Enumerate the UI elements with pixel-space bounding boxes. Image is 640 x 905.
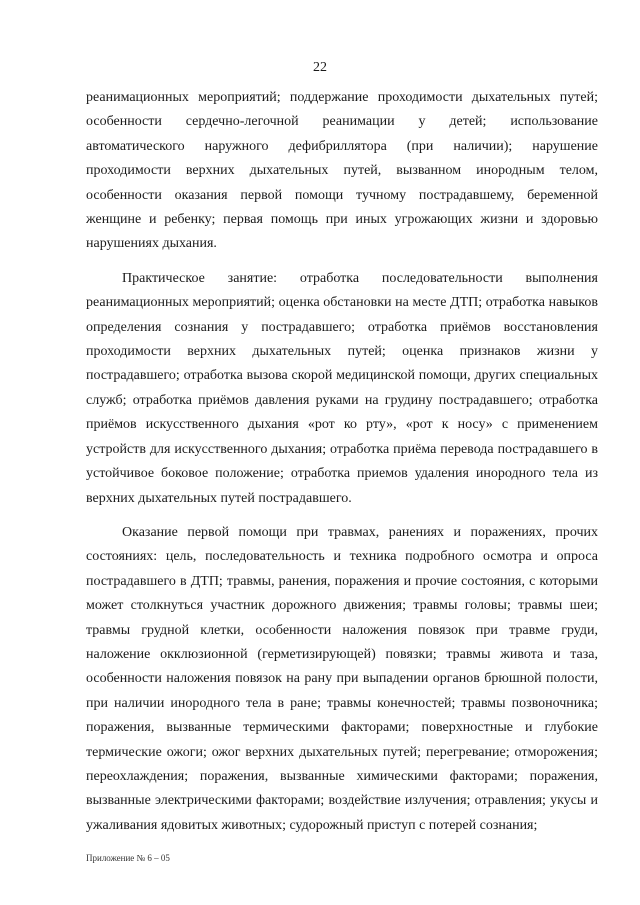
document-body bbox=[86, 86, 598, 838]
page-number: 22 bbox=[313, 60, 327, 75]
paragraph-practical-session: Практическое занятие: отработка последовательности выполнения реанимационных мероприятий; оценка обстановки на месте ДТП; отработка навыков определения сознания у пострадавшего; отработка приёмов восстановления проходимости верхних дыхательных путей; оценка признаков жизни у пострадавшего; отработка вызова скорой медицинской помощи, других специальных служб; отработка приёмов давления руками на грудину пострадавшего; отработка приёмов искусственного дыхания «рот ко рту», «рот к носу» с применением устройств для искусственного дыхания; отработка приёма перевода пострадавшего в устойчивое боковое положение; отработка приемов удаления инородного тела из верхних дыхательных путей пострадавшего. bbox=[86, 270, 598, 506]
footer-appendix-label: Приложение № 6 – 05 bbox=[86, 853, 170, 863]
paragraph-first-aid-injuries: Оказание первой помощи при травмах, ранениях и поражениях, прочих состояниях: цель, последовательность и техника подробного осмотра и опроса пострадавшего в ДТП; травмы, ранения, поражения и прочие состояния, с которыми может столкнуться участник дорожного движения; травмы головы; травмы шеи; травмы грудной клетки, особенности наложения повязок при травме груди, наложение окклюзионной (герметизирующей) повязки; травмы живота и таза, особенности наложения повязок на рану при выпадении органов брюшной полости, при наличии инородного тела в ране; травмы конечностей; травмы позвоночника; поражения, вызванные термическими факторами; поверхностные и глубокие термические ожоги; ожог верхних дыхательных путей; перегревание; отморожения; переохлаждения; поражения, вызванные химическими факторами; поражения, вызванные электрическими факторами; воздействие излучения; отравления; укусы и ужаливания ядовитых животных; судорожный приступ с потерей сознания; bbox=[86, 524, 598, 833]
paragraph-continuation: реанимационных мероприятий; поддержание проходимости дыхательных путей; особенности сердечно-легочной реанимации у детей; использование автоматического наружного дефибриллятора (при наличии); нарушение проходимости верхних дыхательных путей, вызванном инородным телом, особенности оказания первой помощи тучному пострадавшему, беременной женщине и ребенку; первая помощь при иных угрожающих жизни и здоровью нарушениях дыхания. bbox=[86, 90, 598, 252]
